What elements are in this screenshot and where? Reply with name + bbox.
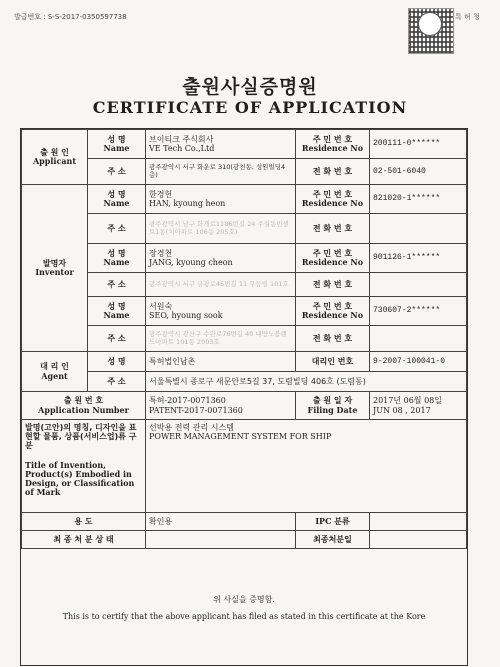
certificate-form — [20, 128, 468, 666]
purpose: 확인용 — [146, 513, 296, 531]
inventor-name-label: 성 명 Name — [88, 297, 146, 326]
ipc-label: IPC 분류 — [296, 513, 370, 531]
inventor-1-addr: 광주광역시 남구 화개로1186번길 24 주월동빈센트1동(치아파트 106동 205호) — [146, 214, 296, 244]
filing-date-label: 출 원 일 자 Filing Date — [296, 392, 370, 420]
issue-number: 발급번호 : S-S-2017-0350597738 — [14, 13, 127, 21]
inventor-addr-label: 주 소 — [88, 214, 146, 244]
applicant-res: 200111-0****** — [370, 130, 467, 159]
inventor-2-res: 901126-1****** — [370, 244, 467, 273]
applicant-name: 브이티크 주식회사 VE Tech Co.,Ltd — [146, 130, 296, 159]
office-label: 특 허 청 — [455, 13, 480, 21]
agent-name: 특허법인남촌 — [146, 352, 296, 372]
inventor-name-label: 성 명 Name — [88, 185, 146, 214]
inventor-tel-label: 전 화 번 호 — [296, 326, 370, 352]
purpose-label: 용 도 — [22, 513, 146, 531]
final-status — [146, 531, 296, 549]
inventor-2-name: 장경천 JANG, kyoung cheon — [146, 244, 296, 273]
agent-addr-label: 주 소 — [88, 372, 146, 392]
inventor-2-addr: 광주광역시 서구 금광로45번길 11 무등빌 101호 — [146, 273, 296, 297]
inventor-1-name: 한경헌 HAN, kyoung heon — [146, 185, 296, 214]
final-status-label: 최 종 처 분 상 태 — [22, 531, 146, 549]
applicant-label: 출 원 인 Applicant — [22, 130, 88, 185]
applicant-addr-label: 주 소 — [88, 159, 146, 185]
inventor-res-label: 주 민 번 호 Residence No — [296, 185, 370, 214]
agent-code-label: 대리인 번호 — [296, 352, 370, 372]
inventor-res-label: 주 민 번 호 Residence No — [296, 244, 370, 273]
inventor-3-res: 730607-2****** — [370, 297, 467, 326]
inventor-label: 발명자 Inventor — [22, 185, 88, 352]
office-seal — [418, 12, 442, 36]
title-english: CERTIFICATE OF APPLICATION — [92, 98, 408, 117]
final-date-label: 최종처분일 — [296, 531, 370, 549]
inventor-3-addr: 광주광역시 광산구 수완로76번길 40 대방노블랜드아파트 101동 2003호 — [146, 326, 296, 352]
agent-name-label: 성 명 — [88, 352, 146, 372]
filing-date: 2017년 06월 08일 JUN 08 , 2017 — [370, 392, 467, 420]
applicant-tel-label: 전 화 번 호 — [296, 159, 370, 185]
inventor-3-name: 서원숙 SEO, hyoung sook — [146, 297, 296, 326]
invention-title: 선박용 전력 관리 시스템 POWER MANAGEMENT SYSTEM FOR SHIP — [146, 420, 467, 513]
applicant-name-label: 성 명 Name — [88, 130, 146, 159]
certify-english: This is to certify that the above applicant has filed as stated in this certificate at the Kore — [62, 612, 426, 621]
invention-title-label: 발명(고안)의 명칭, 디자인을 표현할 물품, 상품(서비스업)류 구분 Title of Invention, Product(s) Embodied in Design, or Classification of Mark — [22, 420, 146, 513]
agent-label: 대 리 인 Agent — [22, 352, 88, 392]
inventor-res-label: 주 민 번 호 Residence No — [296, 297, 370, 326]
inventor-tel-label: 전 화 번 호 — [296, 214, 370, 244]
inventor-1-res: 821020-1****** — [370, 185, 467, 214]
applicant-tel: 02-501-6040 — [370, 159, 467, 185]
final-date — [370, 531, 467, 549]
title-korean: 출원사실증명원 — [182, 76, 318, 98]
applicant-addr: 광주광역시 서구 화운로 310(광천동, 성원빌딩4층) — [146, 159, 296, 185]
agent-addr: 서울특별시 종로구 새문안로5길 37, 도렴빌딩 406호 (도렴동) — [146, 372, 467, 392]
inventor-3-tel — [370, 326, 467, 352]
inventor-addr-label: 주 소 — [88, 326, 146, 352]
certify-korean: 위 사실을 증명함. — [213, 595, 275, 604]
app-no: 특허-2017-0071360 PATENT-2017-0071360 — [146, 392, 296, 420]
inventor-name-label: 성 명 Name — [88, 244, 146, 273]
inventor-1-tel — [370, 214, 467, 244]
inventor-tel-label: 전 화 번 호 — [296, 273, 370, 297]
agent-code: 9-2007-100041-0 — [370, 352, 467, 372]
app-no-label: 출 원 번 호 Application Number — [22, 392, 146, 420]
ipc-value — [370, 513, 467, 531]
inventor-2-tel — [370, 273, 467, 297]
certificate-table — [21, 129, 467, 549]
applicant-res-label: 주 민 번 호 Residence No — [296, 130, 370, 159]
inventor-addr-label: 주 소 — [88, 273, 146, 297]
